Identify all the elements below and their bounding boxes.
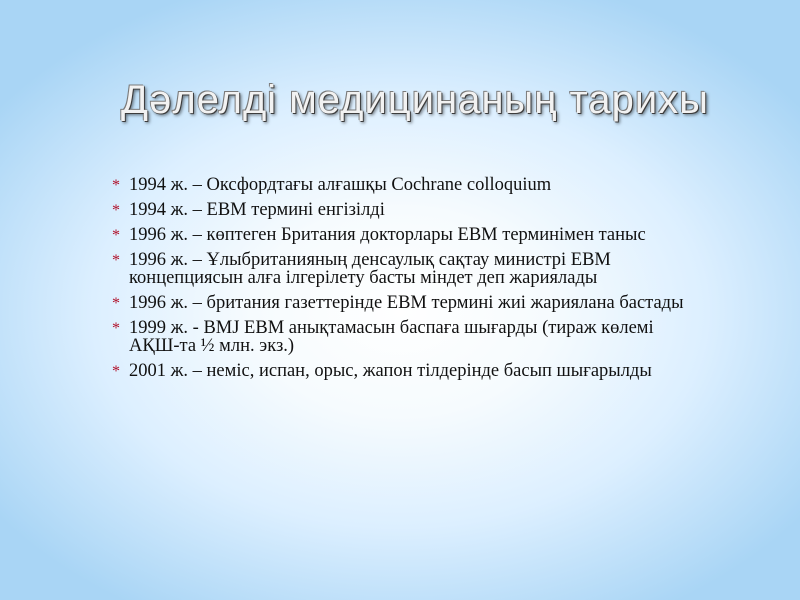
- list-item: [112, 362, 697, 380]
- asterisk-bullet-icon: *: [112, 202, 120, 219]
- asterisk-bullet-icon: *: [112, 363, 120, 380]
- list-item: [112, 201, 697, 219]
- list-item-text: 1996 ж. – британия газеттерінде EBM термині жиі жариялана бастады: [129, 293, 684, 313]
- list-item: [112, 226, 697, 244]
- list-item: [112, 176, 697, 194]
- list-item: [112, 319, 697, 355]
- list-item-text: 1996 ж. – көптеген Британия докторлары EBM терминімен таныс: [129, 225, 646, 245]
- bullet-list: [112, 176, 697, 387]
- list-item-text: 2001 ж. – неміс, испан, орыс, жапон тілдерінде басып шығарылды: [129, 361, 652, 381]
- list-item-text: 1994 ж. – Оксфордтағы алғашқы Cochrane colloquium: [129, 175, 552, 195]
- list-item-text: 1999 ж. - BMJ EBM анықтамасын баспаға шығарды (тираж көлемі АҚШ-та ½ млн. экз.): [129, 318, 654, 356]
- list-item-text: 1994 ж. – EBM термині енгізілді: [129, 200, 385, 220]
- asterisk-bullet-icon: *: [112, 320, 120, 337]
- slide-title: Дәлелді медицинаның тарихы: [121, 78, 709, 122]
- list-item-text: 1996 ж. – Ұлыбританияның денсаулық сақтау министрі EBM концепциясын алға ілгерілету басты міндет деп жариялады: [129, 250, 611, 288]
- list-item: [112, 294, 697, 312]
- asterisk-bullet-icon: *: [112, 177, 120, 194]
- asterisk-bullet-icon: *: [112, 227, 120, 244]
- list-item: [112, 251, 697, 287]
- asterisk-bullet-icon: *: [112, 252, 120, 269]
- asterisk-bullet-icon: *: [112, 295, 120, 312]
